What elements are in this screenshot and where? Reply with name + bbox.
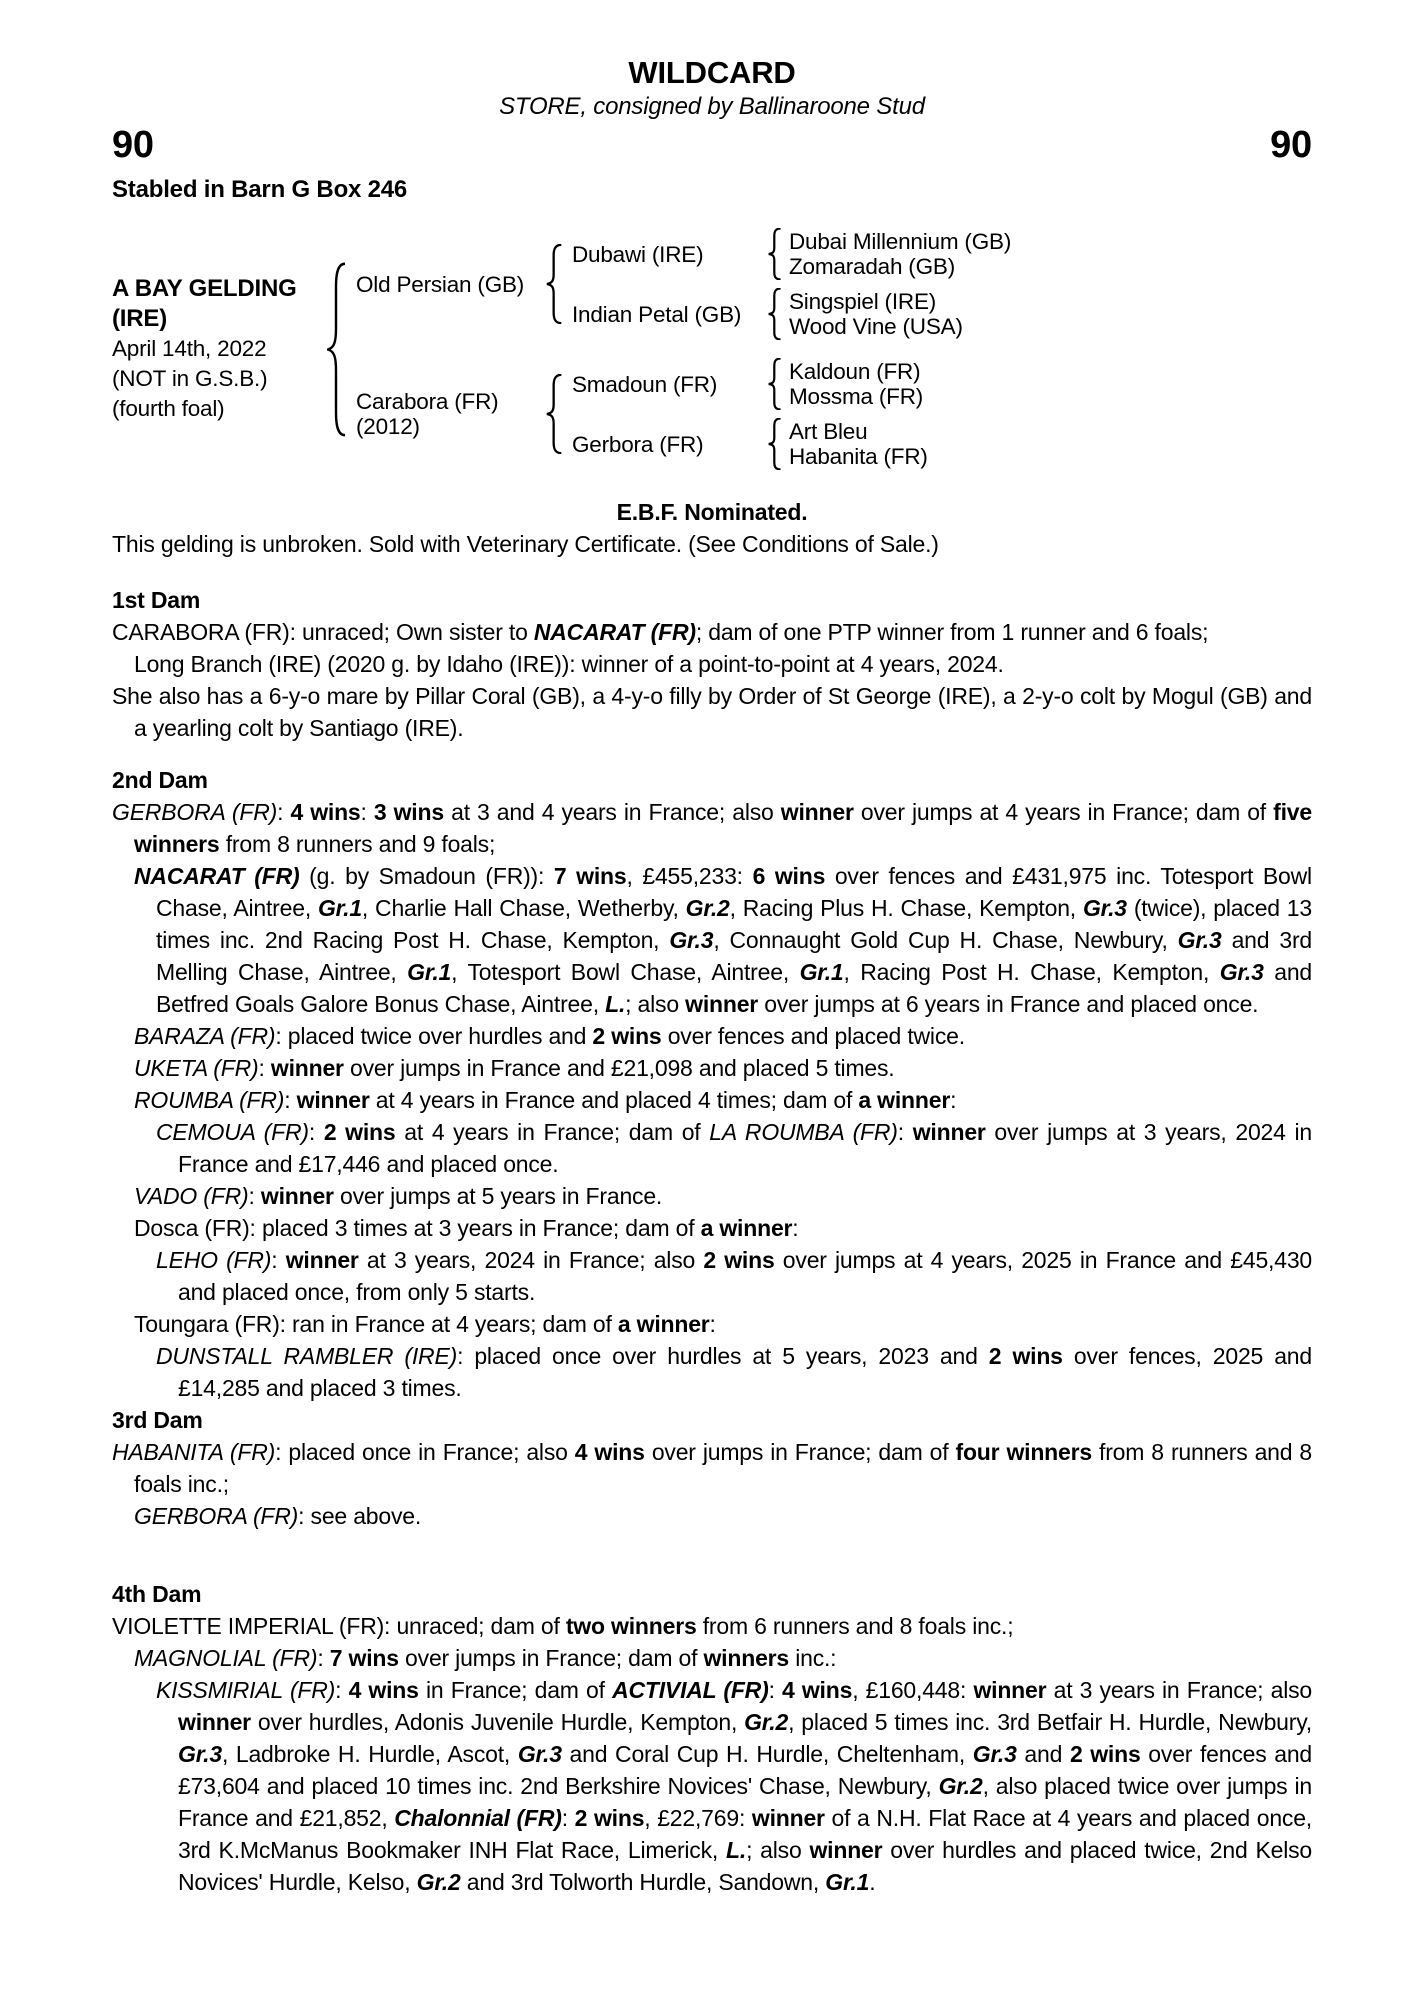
ancestor-name: Habanita (FR) bbox=[789, 444, 928, 469]
sale-title: WILDCARD bbox=[628, 55, 796, 90]
dam-section-heading: 4th Dam bbox=[112, 1581, 202, 1607]
subject-note-foal: (fourth foal) bbox=[112, 396, 225, 421]
ancestor-name: Singspiel (IRE) bbox=[789, 289, 937, 314]
pedigree-paragraph: ROUMBA (FR): winner at 4 years in France and placed 4 times; dam of a winner: bbox=[134, 1087, 957, 1113]
stabled-line: Stabled in Barn G Box 246 bbox=[112, 176, 408, 203]
ancestor-name: Mossma (FR) bbox=[789, 384, 924, 409]
pedigree-paragraph: BARAZA (FR): placed twice over hurdles and 2 wins over fences and placed twice. bbox=[134, 1023, 965, 1049]
pedigree-brace bbox=[546, 374, 563, 454]
dam-section-body bbox=[112, 1610, 1312, 1898]
dam-name-block bbox=[347, 389, 546, 439]
subject-foaling-date: April 14th, 2022 bbox=[112, 336, 267, 361]
dams-dam-name: Gerbora (FR) bbox=[572, 431, 704, 457]
great-grandparents bbox=[782, 419, 928, 469]
dam-section-body bbox=[112, 796, 1312, 1404]
ancestor-name: Kaldoun (FR) bbox=[789, 359, 921, 384]
subject-note-gsb: (NOT in G.S.B.) bbox=[112, 366, 268, 391]
pedigree-brace bbox=[768, 418, 782, 470]
dams-dam-group bbox=[563, 418, 928, 470]
lot-number-left: 90 bbox=[112, 124, 154, 166]
ancestor-name: Dubai Millennium (GB) bbox=[789, 229, 1012, 254]
pedigree-brace bbox=[546, 244, 563, 324]
pedigree-brace bbox=[768, 288, 782, 340]
dam-section bbox=[112, 1404, 1312, 1532]
parents-column bbox=[347, 228, 1011, 470]
consignor-line: STORE, consigned by Ballinaroone Stud bbox=[499, 93, 925, 120]
subject-name: A BAY GELDING (IRE) bbox=[112, 275, 297, 332]
dam-sections bbox=[112, 584, 1312, 1898]
pedigree-tree bbox=[327, 228, 1011, 470]
conditions-line: This gelding is unbroken. Sold with Veterinary Certificate. (See Conditions of Sale.) bbox=[112, 531, 939, 557]
dams-sire-group bbox=[563, 358, 928, 410]
dam-section bbox=[112, 764, 1312, 1404]
dam-grandparents-column bbox=[563, 358, 928, 470]
pedigree-brace bbox=[768, 228, 782, 280]
ebf-nominated-line: E.B.F. Nominated. bbox=[616, 499, 808, 525]
sires-dam-name: Indian Petal (GB) bbox=[572, 301, 742, 327]
pedigree-paragraph: UKETA (FR): winner over jumps in France and £21,098 and placed 5 times. bbox=[134, 1055, 895, 1081]
pedigree-paragraph: She also has a 6-y-o mare by Pillar Coral (GB), a 4-y-o filly by Order of St George (IRE), a 2-y-o colt by Mogul (GB) and a yearling colt by Santiago (IRE). bbox=[112, 683, 1312, 741]
ancestor-name: Art Bleu bbox=[789, 419, 868, 444]
pedigree-brace bbox=[327, 262, 347, 437]
dam-section bbox=[112, 584, 1312, 744]
dam-name: Carabora (FR) bbox=[356, 389, 499, 414]
pedigree-table bbox=[112, 228, 1312, 470]
great-grandparents bbox=[782, 229, 1011, 279]
ancestor-name: Zomaradah (GB) bbox=[789, 254, 956, 279]
dam-section-heading: 2nd Dam bbox=[112, 767, 208, 793]
dams-sire-name: Smadoun (FR) bbox=[572, 371, 718, 397]
pedigree-paragraph: Dosca (FR): placed 3 times at 3 years in France; dam of a winner: bbox=[134, 1215, 799, 1241]
dam-section-heading: 1st Dam bbox=[112, 587, 201, 613]
pedigree-paragraph: LEHO (FR): winner at 3 years, 2024 in France; also 2 wins over jumps at 4 years, 2025 in France and £45,430 and placed once, from only 5 starts. bbox=[156, 1247, 1312, 1305]
dam-section bbox=[112, 1578, 1312, 1898]
sires-sire-group bbox=[563, 228, 1011, 280]
pedigree-paragraph: GERBORA (FR): see above. bbox=[134, 1503, 422, 1529]
pedigree-paragraph: HABANITA (FR): placed once in France; also 4 wins over jumps in France; dam of four winners from 8 runners and 8 foals inc.; bbox=[112, 1439, 1313, 1497]
pedigree-paragraph: GERBORA (FR): 4 wins: 3 wins at 3 and 4 years in France; also winner over jumps at 4 years in France; dam of five winners from 8 runners and 9 foals; bbox=[112, 799, 1312, 857]
pedigree-paragraph: MAGNOLIAL (FR): 7 wins over jumps in France; dam of winners inc.: bbox=[134, 1645, 837, 1671]
pedigree-paragraph: Long Branch (IRE) (2020 g. by Idaho (IRE)): winner of a point-to-point at 4 years, 2024. bbox=[134, 651, 1004, 677]
pedigree-paragraph: VADO (FR): winner over jumps at 5 years in France. bbox=[134, 1183, 663, 1209]
sires-sire-name: Dubawi (IRE) bbox=[572, 241, 704, 267]
dam-group bbox=[347, 358, 1011, 470]
pedigree-brace bbox=[768, 358, 782, 410]
ancestor-name: Wood Vine (USA) bbox=[789, 314, 963, 339]
great-grandparents bbox=[782, 359, 923, 409]
pedigree-paragraph: KISSMIRIAL (FR): 4 wins in France; dam of ACTIVIAL (FR): 4 wins, £160,448: winner at 3 years in France; also winner over hurdles, Adonis Juvenile Hurdle, Kempton, Gr.2, placed 5 times inc. 3rd Betfair H. Hurdle, Newbury, Gr.3, Ladbroke H. Hurdle, Ascot, Gr.3 and Coral Cup H. Hurdle, Cheltenham, Gr.3 and 2 wins over fences and £73,604 and placed 10 times inc. 2nd Berkshire Novices' Chase, Newbury, Gr.2, also placed twice over jumps in France and £21,852, Chalonnial (FR): 2 wins, £22,769: winner of a N.H. Flat Race at 4 years and placed once, 3rd K.McManus Bookmaker INH Flat Race, Limerick, L.; also winner over hurdles and placed twice, 2nd Kelso Novices' Hurdle, Kelso, Gr.2 and 3rd Tolworth Hurdle, Sandown, Gr.1. bbox=[156, 1677, 1313, 1895]
lot-number-row bbox=[112, 126, 1312, 164]
dam-section-heading: 3rd Dam bbox=[112, 1407, 203, 1433]
subject-block bbox=[112, 274, 327, 424]
dam-section-body bbox=[112, 1436, 1312, 1532]
pedigree-paragraph: VIOLETTE IMPERIAL (FR): unraced; dam of two winners from 6 runners and 8 foals inc.; bbox=[112, 1613, 1014, 1639]
pedigree-paragraph: NACARAT (FR) (g. by Smadoun (FR)): 7 wins, £455,233: 6 wins over fences and £431,975 inc. Totesport Bowl Chase, Aintree, Gr.1, Charlie Hall Chase, Wetherby, Gr.2, Racing Plus H. Chase, Kempton, Gr.3 (twice), placed 13 times inc. 2nd Racing Post H. Chase, Kempton, Gr.3, Connaught Gold Cup H. Chase, Newbury, Gr.3 and 3rd Melling Chase, Aintree, Gr.1, Totesport Bowl Chase, Aintree, Gr.1, Racing Post H. Chase, Kempton, Gr.3 and Betfred Goals Galore Bonus Chase, Aintree, L.; also winner over jumps at 6 years in France and placed once. bbox=[134, 863, 1313, 1017]
sire-group bbox=[347, 228, 1011, 340]
pedigree-paragraph: Toungara (FR): ran in France at 4 years; dam of a winner: bbox=[134, 1311, 716, 1337]
lot-number-right: 90 bbox=[1270, 124, 1312, 166]
sire-grandparents-column bbox=[563, 228, 1011, 340]
dam-section-body bbox=[112, 616, 1312, 744]
pedigree-paragraph: CARABORA (FR): unraced; Own sister to NACARAT (FR); dam of one PTP winner from 1 runner and 6 foals; bbox=[112, 619, 1209, 645]
pedigree-paragraph: CEMOUA (FR): 2 wins at 4 years in France; dam of LA ROUMBA (FR): winner over jumps at 3 years, 2024 in France and £17,446 and placed once. bbox=[156, 1119, 1312, 1177]
sires-dam-group bbox=[563, 288, 1011, 340]
dam-year: (2012) bbox=[356, 414, 420, 439]
great-grandparents bbox=[782, 289, 963, 339]
pedigree-paragraph: DUNSTALL RAMBLER (IRE): placed once over hurdles at 5 years, 2023 and 2 wins over fences, 2025 and £14,285 and placed 3 times. bbox=[156, 1343, 1312, 1401]
sire-name: Old Persian (GB) bbox=[356, 271, 525, 297]
